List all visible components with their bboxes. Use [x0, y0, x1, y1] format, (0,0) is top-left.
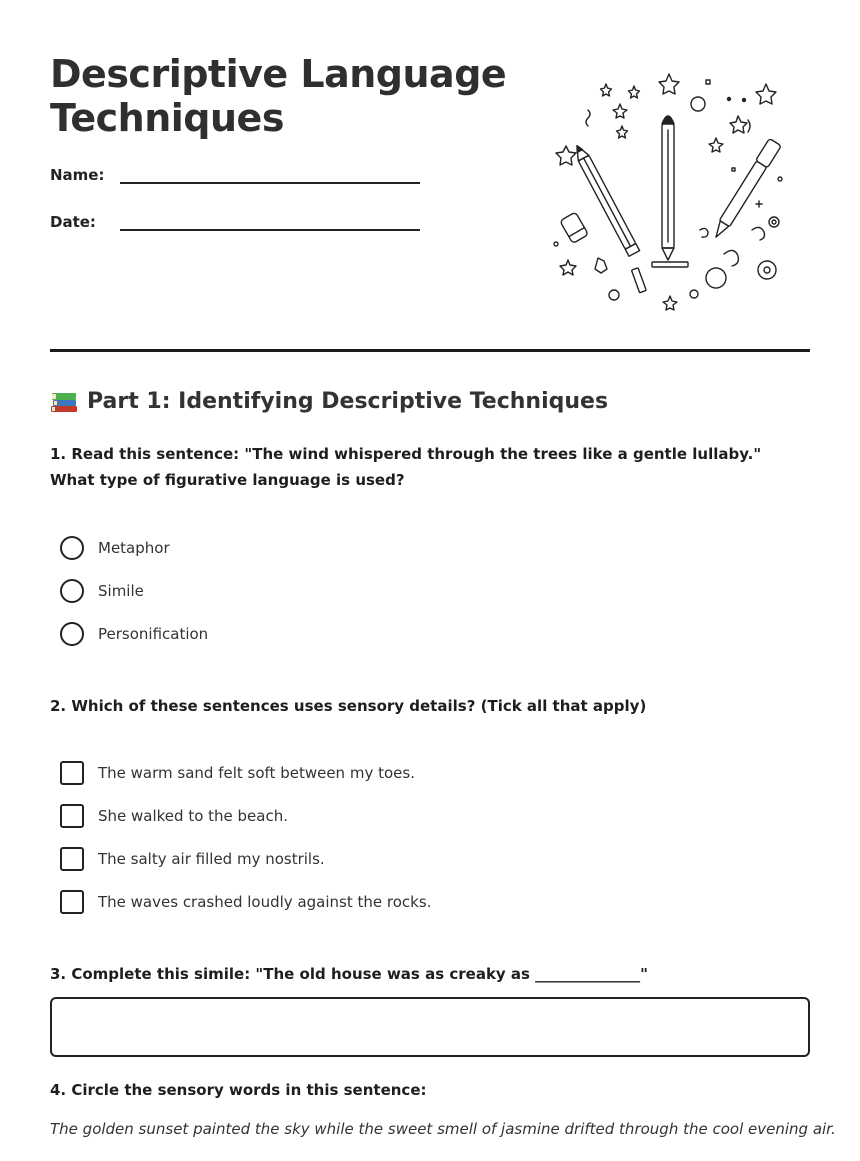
radio-button[interactable]: [60, 536, 84, 560]
title-line-1: Descriptive Language: [50, 52, 507, 96]
question-4-text: 4. Circle the sensory words in this sentence:: [50, 1081, 427, 1099]
part1-heading: [50, 388, 608, 414]
question-3-text: 3. Complete this simile: "The old house was as creaky as ______________": [50, 965, 649, 983]
q3-answer-box[interactable]: [50, 997, 810, 1057]
q1-option-personification[interactable]: [60, 622, 208, 646]
q2-option-label: The warm sand felt soft between my toes.: [98, 764, 415, 782]
q2-option-1[interactable]: [60, 761, 415, 785]
pencils-and-stars-doodle-icon: [548, 64, 788, 314]
q2-option-4[interactable]: [60, 890, 431, 914]
question-1-text: 1. Read this sentence: "The wind whispered through the trees like a gentle lullaby." What type of figurative language is used?: [50, 445, 762, 489]
q2-option-label: The salty air filled my nostrils.: [98, 850, 325, 868]
title-line-2: Techniques: [50, 96, 284, 140]
section-divider: [50, 349, 810, 352]
question-2-text: 2. Which of these sentences uses sensory details? (Tick all that apply): [50, 697, 647, 715]
name-input-line[interactable]: [120, 168, 420, 184]
q2-option-3[interactable]: [60, 847, 325, 871]
checkbox[interactable]: [60, 890, 84, 914]
q1-option-label: Personification: [98, 625, 209, 643]
q1-option-label: Simile: [98, 582, 144, 600]
q1-option-simile[interactable]: [60, 579, 144, 603]
radio-button[interactable]: [60, 622, 84, 646]
date-label: Date:: [50, 213, 96, 231]
date-input-line[interactable]: [120, 215, 420, 231]
q1-option-label: Metaphor: [98, 539, 170, 557]
name-label: Name:: [50, 166, 105, 184]
q2-option-2[interactable]: [60, 804, 288, 828]
q4-sentence[interactable]: The golden sunset painted the sky while the sweet smell of jasmine drifted through the cool evening air.: [50, 1120, 836, 1138]
date-field-row: [50, 213, 420, 231]
q2-option-label: The waves crashed loudly against the rocks.: [98, 893, 432, 911]
checkbox[interactable]: [60, 761, 84, 785]
part1-heading-text: Part 1: Identifying Descriptive Techniques: [87, 388, 609, 414]
radio-button[interactable]: [60, 579, 84, 603]
books-icon: [50, 388, 78, 414]
checkbox[interactable]: [60, 804, 84, 828]
q1-option-metaphor[interactable]: [60, 536, 170, 560]
page-title: [50, 52, 520, 140]
checkbox[interactable]: [60, 847, 84, 871]
name-field-row: [50, 166, 420, 184]
q2-option-label: She walked to the beach.: [98, 807, 288, 825]
